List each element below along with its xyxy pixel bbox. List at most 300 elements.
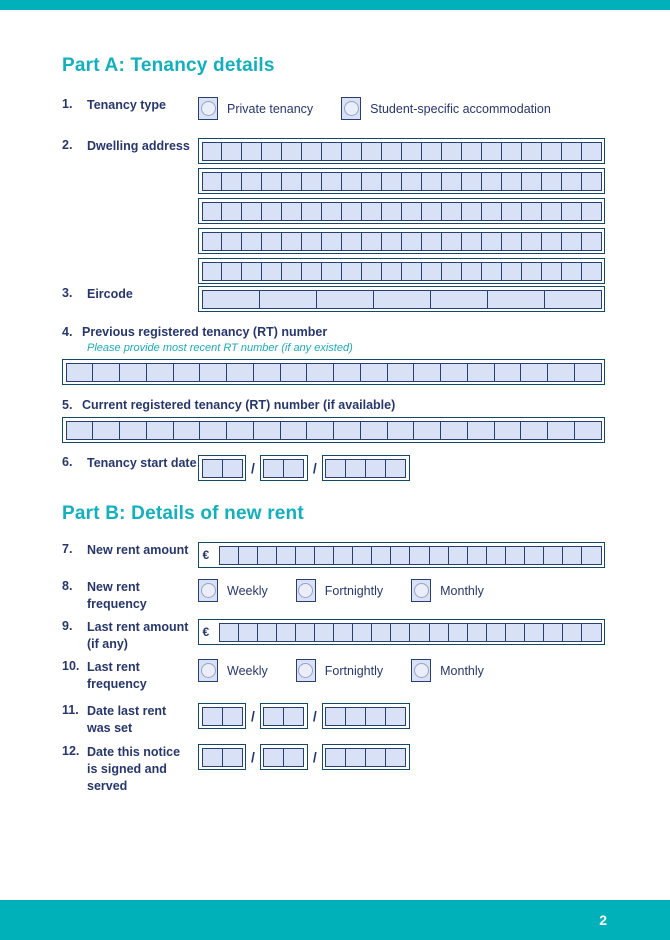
comb-cell[interactable] [522, 173, 542, 190]
comb-cell[interactable] [67, 364, 94, 381]
euro-currency-icon: € [202, 625, 210, 639]
comb-cell[interactable] [296, 624, 315, 641]
comb-cell[interactable] [582, 547, 600, 564]
comb-cell[interactable] [562, 143, 582, 160]
comb-cell[interactable] [386, 460, 405, 477]
comb-cell[interactable] [522, 203, 542, 220]
comb-cell[interactable] [322, 233, 342, 250]
comb-cell[interactable] [296, 547, 315, 564]
comb-cell[interactable] [462, 233, 482, 250]
comb-cell[interactable] [487, 547, 506, 564]
comb-cell[interactable] [322, 173, 342, 190]
comb-cell[interactable] [222, 263, 242, 280]
radio-circle-icon [344, 101, 359, 116]
comb-cell[interactable] [430, 624, 449, 641]
eircode-field[interactable] [198, 286, 605, 312]
date-separator: / [312, 749, 317, 765]
comb-cell[interactable] [222, 233, 242, 250]
address-line-2-field[interactable] [198, 168, 605, 194]
current-rt-number-field[interactable] [62, 417, 605, 443]
comb-cell[interactable] [442, 203, 462, 220]
comb-cell[interactable] [542, 143, 562, 160]
comb-cell[interactable] [542, 263, 562, 280]
comb-cell[interactable] [482, 263, 502, 280]
comb-cell[interactable] [521, 422, 548, 439]
comb-cell[interactable] [346, 708, 366, 725]
question-label-line [62, 325, 605, 339]
comb-cell[interactable] [264, 708, 284, 725]
comb-cell[interactable] [322, 203, 342, 220]
comb-cell[interactable] [422, 143, 442, 160]
comb-cell[interactable] [542, 233, 562, 250]
comb-cell[interactable] [277, 547, 296, 564]
comb-cell[interactable] [260, 291, 317, 308]
comb-cell[interactable] [174, 364, 201, 381]
comb-cell[interactable] [362, 173, 382, 190]
comb-cell[interactable] [544, 547, 563, 564]
previous-rt-number-field[interactable] [62, 359, 605, 385]
comb-cell[interactable] [382, 173, 402, 190]
comb-cell[interactable] [307, 364, 334, 381]
comb-cell[interactable] [525, 624, 544, 641]
comb-cell[interactable] [502, 143, 522, 160]
comb-cell[interactable] [239, 624, 258, 641]
comb-cell[interactable] [414, 364, 441, 381]
option-label: Fortnightly [324, 663, 384, 678]
comb-cell[interactable] [482, 203, 502, 220]
comb-cell[interactable] [582, 203, 601, 220]
comb-row[interactable] [202, 202, 602, 221]
radio-monthly[interactable] [411, 659, 431, 682]
comb-row[interactable] [202, 707, 243, 726]
comb-row[interactable] [66, 421, 602, 440]
comb-row[interactable] [263, 748, 304, 767]
comb-cell[interactable] [302, 203, 322, 220]
radio-weekly[interactable] [198, 579, 218, 602]
question-last-rent-amount [62, 619, 605, 653]
radio-student-accommodation[interactable] [341, 97, 361, 120]
date-last-rent-set-field [198, 703, 605, 729]
comb-row[interactable] [263, 707, 304, 726]
tenancy-type-options [198, 97, 605, 120]
comb-cell[interactable] [562, 203, 582, 220]
comb-cell[interactable] [315, 547, 334, 564]
comb-cell[interactable] [281, 364, 308, 381]
comb-cell[interactable] [342, 233, 362, 250]
comb-cell[interactable] [386, 749, 405, 766]
comb-cell[interactable] [262, 203, 282, 220]
year-field[interactable] [322, 455, 410, 481]
radio-circle-icon [414, 663, 429, 678]
radio-circle-icon [298, 583, 313, 598]
year-field[interactable] [322, 703, 410, 729]
comb-cell[interactable] [366, 708, 386, 725]
question-tenancy-type [62, 97, 605, 121]
comb-cell[interactable] [284, 460, 303, 477]
comb-cell[interactable] [200, 364, 227, 381]
comb-cell[interactable] [430, 547, 449, 564]
comb-cell[interactable] [254, 422, 281, 439]
radio-circle-icon [201, 663, 216, 678]
radio-monthly[interactable] [411, 579, 431, 602]
comb-cell[interactable] [203, 291, 260, 308]
comb-cell[interactable] [562, 233, 582, 250]
eircode-field-wrap [198, 286, 605, 312]
comb-cell[interactable] [282, 203, 302, 220]
comb-row[interactable] [202, 748, 243, 767]
comb-cell[interactable] [582, 173, 601, 190]
comb-cell[interactable] [346, 460, 366, 477]
comb-cell[interactable] [449, 547, 468, 564]
comb-cell[interactable] [563, 547, 582, 564]
comb-cell[interactable] [281, 422, 308, 439]
comb-cell[interactable] [362, 203, 382, 220]
comb-cell[interactable] [200, 422, 227, 439]
comb-cell[interactable] [342, 263, 362, 280]
comb-cell[interactable] [258, 624, 277, 641]
comb-row[interactable] [66, 363, 602, 382]
comb-cell[interactable] [482, 233, 502, 250]
day-field[interactable] [198, 744, 246, 770]
comb-cell[interactable] [222, 143, 242, 160]
year-field[interactable] [322, 744, 410, 770]
comb-cell[interactable] [315, 624, 334, 641]
comb-cell[interactable] [442, 263, 462, 280]
comb-cell[interactable] [264, 749, 284, 766]
comb-cell[interactable] [462, 203, 482, 220]
comb-cell[interactable] [284, 749, 303, 766]
comb-cell[interactable] [342, 143, 362, 160]
option-label: Weekly [227, 663, 268, 678]
comb-cell[interactable] [410, 547, 429, 564]
comb-row[interactable] [263, 459, 304, 478]
comb-cell[interactable] [482, 173, 502, 190]
comb-cell[interactable] [582, 624, 600, 641]
comb-cell[interactable] [391, 547, 410, 564]
comb-row[interactable] [202, 262, 602, 281]
comb-cell[interactable] [93, 364, 120, 381]
comb-row[interactable] [219, 623, 602, 642]
comb-cell[interactable] [284, 708, 303, 725]
comb-row[interactable] [202, 232, 602, 251]
comb-cell[interactable] [372, 624, 391, 641]
comb-cell[interactable] [382, 203, 402, 220]
comb-cell[interactable] [502, 173, 522, 190]
top-accent-bar [0, 0, 670, 10]
comb-cell[interactable] [542, 203, 562, 220]
new-rent-amount-wrap [198, 542, 605, 568]
comb-cell[interactable] [548, 364, 575, 381]
comb-cell[interactable] [495, 422, 522, 439]
day-field[interactable] [198, 455, 246, 481]
comb-cell[interactable] [410, 624, 429, 641]
comb-cell[interactable] [502, 203, 522, 220]
comb-cell[interactable] [242, 173, 262, 190]
comb-row[interactable] [325, 459, 406, 478]
comb-cell[interactable] [334, 422, 361, 439]
comb-cell[interactable] [548, 422, 575, 439]
comb-cell[interactable] [242, 143, 262, 160]
comb-cell[interactable] [220, 624, 239, 641]
comb-cell[interactable] [462, 263, 482, 280]
comb-cell[interactable] [262, 233, 282, 250]
comb-cell[interactable] [382, 143, 402, 160]
comb-cell[interactable] [388, 422, 415, 439]
comb-cell[interactable] [502, 263, 522, 280]
comb-cell[interactable] [322, 263, 342, 280]
comb-cell[interactable] [366, 749, 386, 766]
question-eircode [62, 286, 605, 310]
comb-cell[interactable] [93, 422, 120, 439]
comb-cell[interactable] [203, 173, 223, 190]
comb-cell[interactable] [402, 203, 422, 220]
radio-weekly[interactable] [198, 659, 218, 682]
comb-cell[interactable] [525, 547, 544, 564]
comb-cell[interactable] [482, 143, 502, 160]
comb-cell[interactable] [544, 624, 563, 641]
comb-cell[interactable] [223, 460, 242, 477]
comb-cell[interactable] [542, 173, 562, 190]
comb-cell[interactable] [442, 143, 462, 160]
month-field[interactable] [260, 744, 308, 770]
last-rent-frequency-options [198, 659, 605, 682]
comb-cell[interactable] [302, 263, 322, 280]
comb-cell[interactable] [222, 173, 242, 190]
comb-cell[interactable] [391, 624, 410, 641]
option-label: Monthly [440, 663, 484, 678]
comb-cell[interactable] [462, 143, 482, 160]
comb-cell[interactable] [203, 263, 223, 280]
comb-cell[interactable] [402, 263, 422, 280]
comb-row[interactable] [202, 172, 602, 191]
radio-fortnightly[interactable] [296, 659, 316, 682]
question-number: 4. [62, 325, 73, 339]
comb-cell[interactable] [203, 203, 223, 220]
comb-row[interactable] [202, 459, 243, 478]
question-number: 12. [62, 744, 80, 758]
comb-cell[interactable] [147, 364, 174, 381]
comb-cell[interactable] [361, 422, 388, 439]
comb-cell[interactable] [262, 143, 282, 160]
comb-cell[interactable] [277, 624, 296, 641]
comb-cell[interactable] [522, 263, 542, 280]
comb-cell[interactable] [441, 364, 468, 381]
address-line-5-field[interactable] [198, 258, 605, 284]
comb-cell[interactable] [258, 547, 277, 564]
comb-cell[interactable] [386, 708, 405, 725]
comb-cell[interactable] [353, 547, 372, 564]
comb-cell[interactable] [203, 460, 223, 477]
comb-cell[interactable] [422, 203, 442, 220]
comb-cell[interactable] [402, 173, 422, 190]
option-label: Fortnightly [324, 583, 384, 598]
comb-cell[interactable] [254, 364, 281, 381]
comb-cell[interactable] [522, 233, 542, 250]
comb-cell[interactable] [203, 143, 223, 160]
comb-cell[interactable] [282, 173, 302, 190]
address-line-4-field[interactable] [198, 228, 605, 254]
comb-cell[interactable] [468, 624, 487, 641]
comb-cell[interactable] [374, 291, 431, 308]
comb-cell[interactable] [382, 263, 402, 280]
comb-cell[interactable] [422, 263, 442, 280]
comb-cell[interactable] [562, 263, 582, 280]
comb-cell[interactable] [242, 263, 262, 280]
option-label: Private tenancy [227, 101, 314, 116]
comb-row[interactable] [202, 142, 602, 161]
comb-cell[interactable] [372, 547, 391, 564]
question-new-rent-amount [62, 542, 605, 566]
comb-cell[interactable] [282, 143, 302, 160]
comb-cell[interactable] [242, 203, 262, 220]
date-separator: / [251, 749, 255, 765]
comb-cell[interactable] [326, 749, 346, 766]
comb-cell[interactable] [239, 547, 258, 564]
comb-cell[interactable] [582, 263, 601, 280]
question-label: Tenancy start date [87, 456, 197, 470]
comb-cell[interactable] [346, 749, 366, 766]
comb-cell[interactable] [362, 263, 382, 280]
comb-cell[interactable] [317, 291, 374, 308]
comb-cell[interactable] [203, 233, 223, 250]
comb-cell[interactable] [220, 547, 239, 564]
comb-cell[interactable] [582, 143, 601, 160]
comb-cell[interactable] [502, 233, 522, 250]
comb-cell[interactable] [545, 291, 601, 308]
comb-cell[interactable] [431, 291, 488, 308]
comb-row[interactable] [219, 546, 602, 565]
month-field[interactable] [260, 455, 308, 481]
dwelling-address-fields [198, 138, 605, 284]
comb-cell[interactable] [262, 263, 282, 280]
page-number: 2 [599, 912, 607, 928]
radio-fortnightly[interactable] [296, 579, 316, 602]
comb-cell[interactable] [223, 749, 242, 766]
question-current-rt-number [62, 398, 605, 443]
comb-cell[interactable] [302, 173, 322, 190]
comb-cell[interactable] [521, 364, 548, 381]
comb-cell[interactable] [120, 364, 147, 381]
comb-cell[interactable] [203, 749, 223, 766]
comb-cell[interactable] [468, 547, 487, 564]
comb-cell[interactable] [361, 364, 388, 381]
comb-cell[interactable] [442, 173, 462, 190]
comb-cell[interactable] [366, 460, 386, 477]
comb-cell[interactable] [227, 364, 254, 381]
comb-cell[interactable] [282, 263, 302, 280]
comb-cell[interactable] [227, 422, 254, 439]
new-rent-amount-field[interactable] [198, 542, 605, 568]
comb-cell[interactable] [506, 624, 525, 641]
comb-cell[interactable] [582, 233, 601, 250]
comb-cell[interactable] [222, 203, 242, 220]
comb-cell[interactable] [362, 233, 382, 250]
comb-cell[interactable] [334, 364, 361, 381]
comb-cell[interactable] [120, 422, 147, 439]
comb-row[interactable] [202, 290, 602, 309]
comb-cell[interactable] [441, 422, 468, 439]
question-number: 5. [62, 398, 73, 412]
radio-circle-icon [414, 583, 429, 598]
comb-row[interactable] [325, 748, 406, 767]
question-tenancy-start-date [62, 455, 605, 479]
question-number: 6. [62, 455, 73, 469]
comb-cell[interactable] [147, 422, 174, 439]
comb-cell[interactable] [414, 422, 441, 439]
comb-cell[interactable] [203, 708, 223, 725]
comb-cell[interactable] [575, 364, 601, 381]
form-page [62, 55, 605, 792]
comb-cell[interactable] [282, 233, 302, 250]
comb-cell[interactable] [563, 624, 582, 641]
comb-cell[interactable] [522, 143, 542, 160]
comb-cell[interactable] [388, 364, 415, 381]
comb-cell[interactable] [468, 364, 495, 381]
question-label: Eircode [87, 287, 133, 301]
comb-cell[interactable] [223, 708, 242, 725]
comb-cell[interactable] [402, 143, 422, 160]
comb-cell[interactable] [462, 173, 482, 190]
radio-private-tenancy[interactable] [198, 97, 218, 120]
comb-cell[interactable] [302, 143, 322, 160]
day-field[interactable] [198, 703, 246, 729]
comb-cell[interactable] [334, 547, 353, 564]
comb-cell[interactable] [488, 291, 545, 308]
comb-cell[interactable] [495, 364, 522, 381]
comb-cell[interactable] [422, 233, 442, 250]
comb-cell[interactable] [262, 173, 282, 190]
comb-cell[interactable] [402, 233, 422, 250]
comb-cell[interactable] [302, 233, 322, 250]
comb-cell[interactable] [326, 708, 346, 725]
question-last-rent-frequency [62, 659, 605, 693]
question-label: Current registered tenancy (RT) number (if available) [82, 398, 396, 412]
comb-cell[interactable] [307, 422, 334, 439]
comb-cell[interactable] [67, 422, 94, 439]
comb-cell[interactable] [506, 547, 525, 564]
comb-cell[interactable] [362, 143, 382, 160]
comb-cell[interactable] [562, 173, 582, 190]
comb-cell[interactable] [326, 460, 346, 477]
date-separator: / [312, 708, 317, 724]
question-number: 7. [62, 542, 73, 556]
address-line-3-field[interactable] [198, 198, 605, 224]
comb-cell[interactable] [382, 233, 402, 250]
month-field[interactable] [260, 703, 308, 729]
address-line-1-field[interactable] [198, 138, 605, 164]
comb-cell[interactable] [353, 624, 372, 641]
comb-cell[interactable] [487, 624, 506, 641]
comb-cell[interactable] [442, 233, 462, 250]
question-label: New rent frequency [87, 580, 147, 611]
comb-cell[interactable] [322, 143, 342, 160]
part-b-title: Part B: Details of new rent [62, 503, 304, 524]
comb-cell[interactable] [342, 203, 362, 220]
comb-cell[interactable] [342, 173, 362, 190]
part-a-title: Part A: Tenancy details [62, 55, 275, 76]
comb-cell[interactable] [242, 233, 262, 250]
question-new-rent-frequency [62, 579, 605, 613]
comb-row[interactable] [325, 707, 406, 726]
comb-cell[interactable] [422, 173, 442, 190]
comb-cell[interactable] [334, 624, 353, 641]
comb-cell[interactable] [174, 422, 201, 439]
comb-cell[interactable] [468, 422, 495, 439]
comb-cell[interactable] [575, 422, 601, 439]
last-rent-amount-field[interactable] [198, 619, 605, 645]
comb-cell[interactable] [449, 624, 468, 641]
comb-cell[interactable] [264, 460, 284, 477]
